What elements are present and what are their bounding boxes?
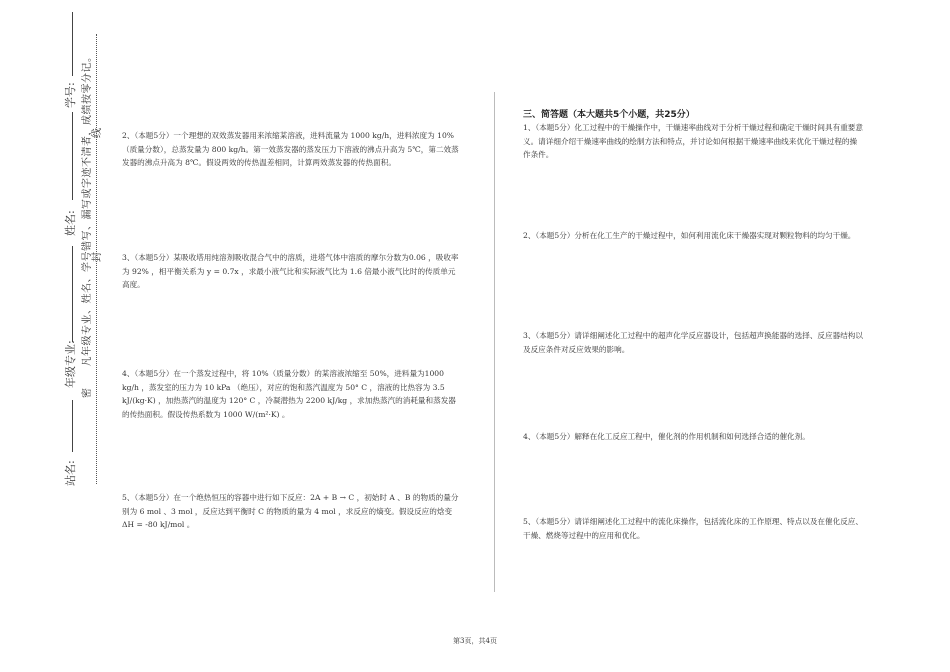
grade-major-underline xyxy=(72,246,73,342)
exam-site-underline xyxy=(72,400,73,452)
seal-mark-text: 封 xyxy=(92,251,103,262)
name-underline xyxy=(72,112,73,200)
section-heading: 三、简答题（本大题共5个小题，共25分） xyxy=(523,110,695,120)
exam-no-label: 学号: xyxy=(64,82,77,108)
question-right-5: 5、（本题5分）请详细阐述化工过程中的流化床操作，包括流化床的工作原理、特点以及在催化反应、干燥、燃烧等过程中的应用和优化。 xyxy=(523,517,863,540)
binding-notice-text: 凡年级专业、姓名、学号错写、漏写或字迹不清者，成绩按零分记。 xyxy=(82,51,93,367)
question-left-4: 4、（本题5分）在一个蒸发过程中，将 10%（质量分数）的某溶液浓缩至 50%，进料量为1000 kg/h ，蒸发室的压力为 10 kPa （绝压），对应的饱和蒸汽温度为 50° C ，溶液的比热容为 3.5 kJ/(kg·K) ，加热蒸汽的温度为 120° C ，冷凝潜热为 2200 kJ/kg ，求加热蒸汽的消耗量和蒸发器的传热面积。假设传热系数为 1000 W/(m²·K) 。 xyxy=(122,369,456,419)
binding-notice-part3: 密 xyxy=(82,387,93,398)
exam-no-underline xyxy=(72,12,73,76)
question-left-2: 2、（本题5分）一个理想的双效蒸发器用来浓缩某溶液，进料流量为 1000 kg/h，进料浓度为 10%（质量分数），总蒸发量为 800 kg/h。第一效蒸发器的蒸发压力下溶液的沸点升高为 5℃，第二效蒸发器的沸点升高为 8℃。假设两效的传热温差相同，计算两效蒸发器的传热面积。 xyxy=(122,131,459,167)
question-left-3: 3、（本题5分）某吸收塔用纯溶剂吸收混合气中的溶质，进塔气体中溶质的摩尔分数为0.06 ，吸收率为 92% ，相平衡关系为 y = 0.7x ，求最小液气比和实际液气比为 1.6 倍最小液气比时的传质单元高度。 xyxy=(122,253,459,289)
question-right-2: 2、（本题5分）分析在化工生产的干燥过程中，如何利用流化床干燥器实现对颗粒物料的均匀干燥。 xyxy=(523,231,856,240)
exam-no-field xyxy=(62,82,78,108)
exam-site-label: 站名: xyxy=(64,460,77,486)
line-mark-text: 线 xyxy=(92,127,103,138)
question-right-4: 4、（本题5分）解释在化工反应工程中，催化剂的作用机制和如何选择合适的催化剂。 xyxy=(523,432,810,441)
page-footer: 第3页，共4页 xyxy=(453,637,497,645)
question-right-3: 3、（本题5分）请详细阐述化工过程中的超声化学反应器设计，包括超声换能器的选择、反应器结构以及反应条件对反应效果的影响。 xyxy=(523,331,863,354)
question-right-1: 1、（本题5分）化工过程中的干燥操作中，干燥速率曲线对于分析干燥过程和确定干燥时间具有重要意义。请详细介绍干燥速率曲线的绘制方法和特点，并讨论如何根据干燥速率曲线来优化干燥过程的操作条件。 xyxy=(523,123,863,159)
binding-notice xyxy=(78,52,93,399)
exam-site-field xyxy=(62,460,78,486)
grade-major-label: 年级专业: xyxy=(64,340,77,388)
column-divider xyxy=(494,92,495,592)
name-label: 姓名: xyxy=(64,210,77,236)
name-field xyxy=(62,210,78,236)
grade-major-field xyxy=(62,340,78,388)
binding-dotted-line xyxy=(96,34,97,484)
question-left-5: 5、（本题5分）在一个绝热恒压的容器中进行如下反应：2A + B → C ，初始时 A 、B 的物质的量分别为 6 mol 、3 mol ，反应达到平衡时 C 的物质的量为 4 mol ，求反应的熵变。假设反应的焓变 ΔH = -80 kJ/mol 。 xyxy=(122,493,459,529)
